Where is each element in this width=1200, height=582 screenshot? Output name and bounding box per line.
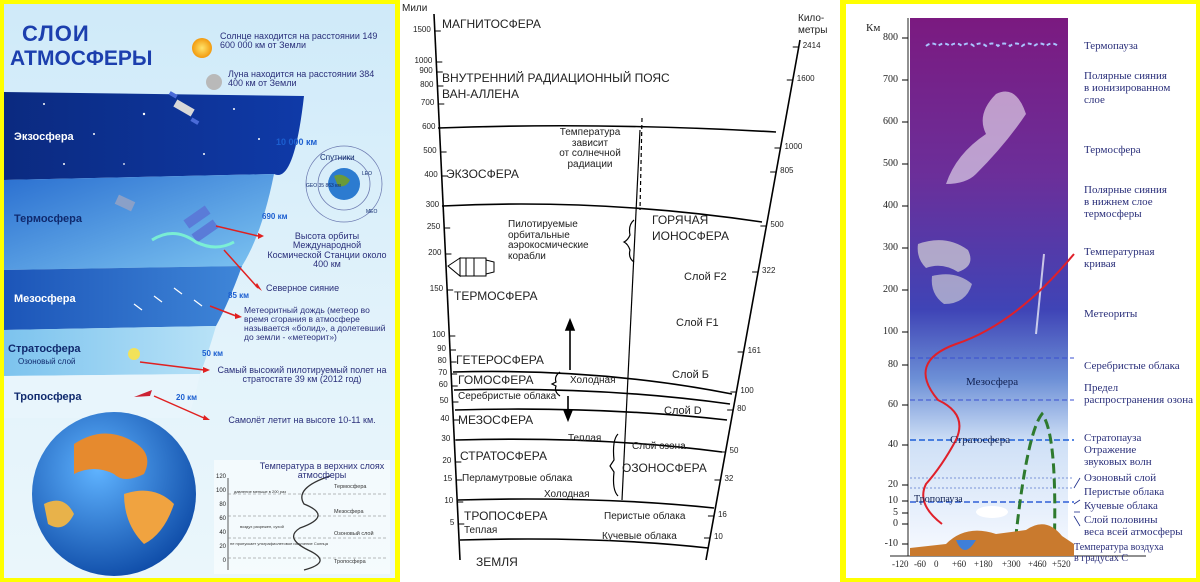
y-tick-label: 10 — [888, 495, 898, 506]
label-cold-1: Холодная — [570, 375, 616, 386]
moon-icon — [206, 74, 222, 90]
km-tick-label: 500 — [770, 220, 784, 229]
label-thermosphere: ТЕРМОСФЕРА — [454, 289, 538, 303]
homosphere-arrow — [564, 396, 572, 420]
leo-label: LEO — [362, 171, 373, 177]
temp-curve-line: Температурная — [1084, 246, 1155, 258]
x-tick-label: -120 — [892, 559, 909, 569]
air-temp-line: Температура воздуха — [1074, 542, 1164, 553]
label-half-atmosphere — [1084, 514, 1183, 538]
miles-tick-label: 90 — [437, 344, 446, 353]
x-tick-label: -60 — [914, 559, 926, 569]
x-tick-label: +300 — [1002, 559, 1021, 569]
geo-label: GEO 35 863 км — [306, 183, 341, 189]
meo-label: MEO — [366, 209, 378, 215]
km-tick-label: 161 — [747, 346, 761, 355]
label-mesosphere: МЕЗОСФЕРА — [458, 413, 534, 427]
aurora-note: Северное сияние — [266, 283, 340, 293]
km-tick-label: 32 — [724, 474, 734, 483]
km-tick-label: 16 — [717, 510, 727, 519]
miles-tick-label: 150 — [429, 284, 444, 293]
temp-tick-label: 120 — [215, 474, 226, 480]
label-stratosphere: СТРАТОСФЕРА — [460, 449, 547, 463]
manned-line: аэрокосмические — [508, 240, 589, 251]
iss-note: Высота орбиты Международной Космической Станции около 400 км — [267, 231, 387, 270]
left-panel-layers-poster — [4, 4, 395, 578]
miles-tick-label: 15 — [443, 474, 453, 483]
label-cumulus: Кучевые облака — [602, 531, 677, 542]
label-ozone-layer: Озоновый слой — [18, 357, 76, 366]
label-cirrus: Перистые облака — [1084, 486, 1165, 498]
km-axis — [706, 40, 803, 560]
km-tick-label: 10 — [713, 532, 723, 541]
km-tick-marks — [704, 47, 799, 538]
air-temp-line: в градусах С — [1074, 553, 1129, 564]
satellites-label: Спутники — [320, 153, 355, 162]
aurora-low-line: Полярные сияния — [1084, 184, 1167, 196]
miles-tick-label: 5 — [449, 518, 455, 527]
miles-tick-label: 80 — [437, 356, 447, 365]
label-aurora-ionized — [1084, 70, 1170, 106]
y-tick-label: 800 — [883, 32, 898, 43]
y-tick-label: 40 — [888, 439, 898, 450]
sun-distance-note: Солнце находится на расстоянии 149 600 000 км от Земли — [220, 31, 378, 51]
miles-axis-header: Мили — [402, 3, 428, 14]
label-sound-reflection — [1084, 444, 1152, 468]
miles-tick-label: 900 — [419, 66, 433, 75]
miles-tick-label: 50 — [439, 396, 449, 405]
label-cumulus: Кучевые облака — [1084, 500, 1158, 512]
temp-layer-thermo: Термосфера — [334, 484, 367, 490]
sound-reflection-line: Отражение — [1084, 444, 1137, 456]
y-tick-label: 600 — [883, 116, 898, 127]
manned-line: орбитальные — [508, 229, 570, 241]
aurora-low-line: в нижнем слое — [1084, 196, 1153, 209]
half-atmosphere-line: веса всей атмосферы — [1084, 526, 1183, 539]
manned-spacecraft-note — [508, 220, 628, 262]
sound-reflection-line: звуковых волн — [1084, 456, 1152, 469]
miles-tick-label: 200 — [428, 248, 442, 257]
exo-note-line: Температура — [559, 127, 621, 138]
label-nacreous: Перламутровые облака — [462, 473, 573, 484]
label-aurora-lower — [1084, 184, 1167, 220]
label-mesosphere: Мезосфера — [14, 293, 76, 305]
km-axis-header-line1: Кило- — [798, 13, 825, 24]
x-tick-label: +180 — [974, 559, 993, 569]
temp-tick-label: 60 — [219, 516, 226, 522]
right-panel-temperature-profile — [846, 4, 1196, 578]
label-layer-e: Слой Б — [672, 369, 710, 381]
poster-title-line1: СЛОИ — [22, 21, 90, 46]
temp-layer-ozone: Озоновый слой — [334, 531, 374, 537]
layer-boundaries — [438, 126, 776, 548]
inner-label-stratosphere: Стратосфера — [950, 434, 1011, 446]
x-tick-label: 0 — [934, 559, 939, 569]
label-thermopause: Термопауза — [1084, 40, 1138, 52]
label-meteorites: Метеориты — [1084, 308, 1138, 320]
sun-icon — [192, 38, 212, 58]
label-layer-d: Слой D — [664, 405, 702, 417]
label-thermosphere: Термосфера — [14, 213, 82, 225]
temp-chart-title: Температура в верхних слоях атмосферы — [259, 461, 385, 481]
balloon-flight-note: Самый высокий пилотируемый полет на стратостате 39 км (2012 год) — [217, 365, 387, 385]
y-tick-label: 200 — [883, 284, 898, 295]
spacecraft-icon — [448, 258, 494, 276]
manned-line: корабли — [508, 250, 546, 262]
label-radiation-belt-1: ВНУТРЕННИЙ РАДИАЦИОННЫЙ ПОЯС — [442, 71, 670, 85]
label-heterosphere: ГЕТЕРОСФЕРА — [456, 353, 544, 367]
label-radiation-belt-2: ВАН-АЛЛЕНА — [442, 87, 519, 101]
half-atmosphere-line: Слой половины — [1084, 514, 1158, 526]
label-ozonosphere: ОЗОНОСФЕРА — [622, 461, 707, 475]
moon-distance-note: Луна находится на расстоянии 384 400 км от Земли — [228, 69, 375, 89]
inner-label-mesosphere: Мезосфера — [966, 376, 1019, 388]
cumulus-cloud-icon — [976, 506, 1008, 518]
temp-note-dry: воздух разрежен, сухой — [240, 524, 284, 529]
km-tick-label: 50 — [729, 446, 739, 455]
miles-tick-label: 800 — [420, 80, 434, 89]
alt-10000: 10 000 км — [276, 137, 318, 147]
label-hot-ionosphere-1: ГОРЯЧАЯ — [652, 213, 709, 227]
miles-tick-label: 20 — [442, 456, 452, 465]
label-cold-2: Холодная — [544, 489, 590, 500]
label-exosphere: Экзосфера — [14, 131, 74, 143]
miles-tick-label: 70 — [438, 368, 448, 377]
ozone-limit-line-text: Предел — [1084, 382, 1119, 394]
y-tick-label: 300 — [883, 242, 898, 253]
miles-tick-label: 250 — [426, 222, 441, 231]
alt-50: 50 км — [202, 349, 224, 358]
km-axis-header-line2: метры — [798, 25, 828, 36]
plane-note: Самолёт летит на высоте 10-11 км. — [228, 415, 376, 425]
exo-note-line: радиации — [567, 158, 613, 170]
km-tick-label: 100 — [740, 386, 754, 395]
km-tick-label: 805 — [780, 166, 794, 175]
label-earth: ЗЕМЛЯ — [476, 555, 518, 569]
miles-tick-label: 40 — [440, 414, 450, 423]
y-tick-label: 700 — [883, 74, 898, 85]
miles-tick-label: 1500 — [413, 25, 431, 34]
temp-tick-label: 0 — [222, 558, 226, 564]
ozone-limit-line-text: распространения озона — [1084, 394, 1194, 407]
x-tick-label: +60 — [952, 559, 967, 569]
label-temperature-curve — [1084, 246, 1155, 270]
miles-tick-label: 1000 — [414, 56, 433, 65]
y-tick-label: -10 — [884, 538, 898, 549]
y-axis-header: Км — [866, 22, 881, 34]
temp-tick-label: 80 — [219, 502, 226, 508]
label-stratopause: Стратопауза — [1084, 432, 1142, 444]
label-layer-f2: Слой F2 — [684, 271, 727, 283]
inner-label-tropopause: Тропопауза — [914, 494, 963, 505]
label-hot-ionosphere-2: ИОНОСФЕРА — [652, 229, 729, 243]
label-warm: Теплая — [568, 433, 602, 444]
label-ozone-layer: Озоновый слой — [1084, 472, 1157, 484]
km-tick-label: 1000 — [784, 142, 803, 151]
label-homosphere: ГОМОСФЕРА — [458, 373, 534, 387]
y-tick-label: 500 — [883, 158, 898, 169]
y-tick-label: 100 — [883, 326, 898, 337]
label-troposphere: Тропосфера — [14, 391, 82, 403]
temp-note-pressure: давление меньше в 200 раз — [234, 489, 287, 494]
label-magnetosphere: МАГНИТОСФЕРА — [442, 17, 541, 31]
temp-tick-label: 40 — [219, 530, 226, 536]
km-tick-label: 1600 — [796, 74, 815, 83]
stratospheric-balloon-icon — [128, 348, 140, 360]
middle-panel-altitude-scheme — [400, 0, 840, 582]
exo-note-line: зависит — [571, 137, 609, 149]
y-tick-label: 20 — [888, 479, 898, 490]
temp-layer-tropo: Тропосфера — [334, 559, 366, 565]
alt-85: 85 км — [228, 291, 250, 300]
miles-tick-label: 700 — [420, 98, 435, 107]
temp-note-uv: не пропускает ультрафиолетовое излучение Солнца — [230, 541, 328, 546]
km-tick-label: 322 — [762, 266, 776, 275]
label-air-temperature — [1074, 542, 1163, 564]
miles-tick-label: 60 — [438, 380, 448, 389]
x-tick-label: +520 — [1052, 559, 1071, 569]
miles-tick-label: 500 — [423, 146, 437, 155]
aurora-low-line: термосферы — [1084, 208, 1142, 221]
manned-line: Пилотируемые — [508, 219, 578, 230]
temp-curve-line: кривая — [1084, 258, 1116, 271]
label-noctilucent: Серебристые облака — [1084, 360, 1180, 372]
label-pointer-lines — [1074, 478, 1080, 526]
label-ozone-layer: Слой озона — [632, 441, 686, 452]
heterosphere-arrow — [566, 320, 574, 370]
y-tick-label: 5 — [893, 507, 898, 518]
miles-tick-label: 300 — [425, 200, 440, 209]
label-ozone-limit — [1084, 382, 1193, 406]
meteor-note: Метеоритный дождь (метеор во время сгорания в атмосфере называется «болид», а долетевший до земли - «метеорит») — [244, 305, 386, 342]
exosphere-note — [548, 128, 632, 170]
label-exosphere: ЭКЗОСФЕРА — [446, 167, 519, 181]
miles-tick-label: 10 — [444, 496, 454, 505]
aurora-ion-line: в ионизированном — [1084, 82, 1171, 95]
aurora-ion-line: Полярные сияния — [1084, 70, 1167, 82]
label-warm-2: Теплая — [464, 525, 498, 536]
label-thermosphere: Термосфера — [1084, 144, 1141, 156]
earth-globe-icon — [32, 412, 196, 576]
temp-tick-label: 20 — [219, 544, 226, 550]
y-tick-label: 400 — [883, 200, 898, 211]
y-axis-tick-marks — [902, 38, 908, 544]
miles-tick-label: 30 — [441, 434, 451, 443]
miles-tick-label: 600 — [422, 122, 436, 131]
miles-tick-label: 100 — [431, 330, 446, 339]
y-tick-label: 60 — [888, 399, 898, 410]
temp-tick-label: 100 — [215, 488, 226, 494]
label-noctilucent: Серебристые облака — [458, 391, 557, 402]
label-stratosphere: Стратосфера — [8, 343, 81, 355]
temp-layer-meso: Мезосфера — [334, 509, 364, 515]
miles-tick-label: 400 — [424, 170, 438, 179]
label-layer-f1: Слой F1 — [676, 317, 719, 329]
exo-note-line: от солнечной — [559, 148, 621, 159]
label-cirrus: Перистые облака — [604, 511, 686, 522]
alt-690: 690 км — [262, 212, 288, 221]
x-tick-label: +460 — [1028, 559, 1047, 569]
km-tick-label: 80 — [737, 404, 747, 413]
y-tick-label: 80 — [888, 359, 898, 370]
y-tick-label: 0 — [893, 518, 898, 529]
km-tick-label: 2414 — [802, 41, 821, 50]
alt-20: 20 км — [176, 393, 198, 402]
aurora-ion-line: слое — [1084, 94, 1105, 107]
label-troposphere: ТРОПОСФЕРА — [464, 509, 548, 523]
poster-title-line2: АТМОСФЕРЫ — [10, 47, 153, 70]
